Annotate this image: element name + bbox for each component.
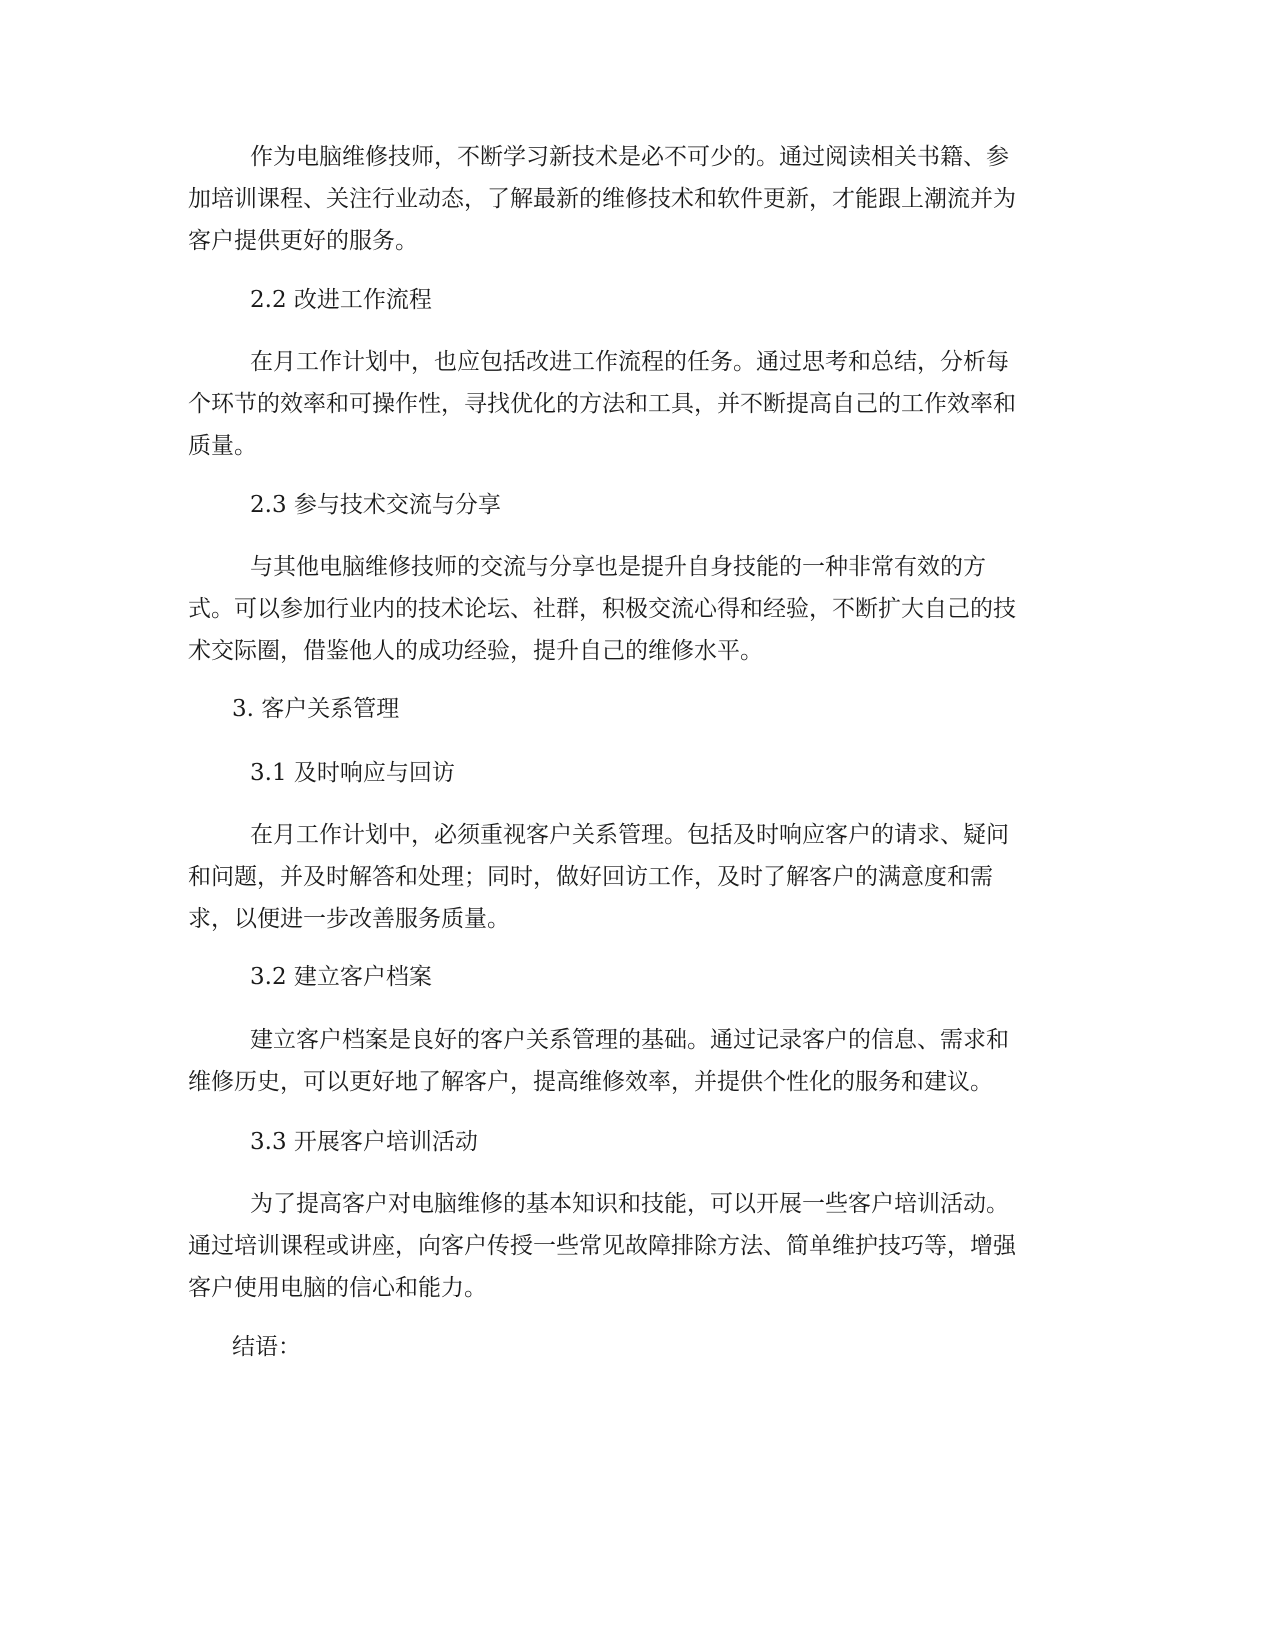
heading-3-3 [188, 1121, 1088, 1163]
paragraph-customer-records [188, 1019, 1088, 1103]
paragraph-line: 质量。 [188, 433, 257, 459]
paragraph-continuous-learning [188, 136, 1088, 262]
paragraph-line: 通过培训课程或讲座，向客户传授一些常见故障排除方法、简单维护技巧等，增强 [188, 1233, 1016, 1259]
heading-2-2 [188, 279, 1088, 321]
paragraph-line: 求，以便进一步改善服务质量。 [188, 906, 510, 932]
paragraph-timely-response [188, 814, 1088, 940]
paragraph-line: 为了提高客户对电脑维修的基本知识和技能，可以开展一些客户培训活动。 [250, 1191, 1009, 1217]
paragraph-line: 客户提供更好的服务。 [188, 228, 418, 254]
paragraph-line: 维修历史，可以更好地了解客户，提高维修效率，并提供个性化的服务和建议。 [188, 1069, 993, 1095]
heading-text: 2.2 改进工作流程 [250, 287, 432, 313]
heading-text: 3.3 开展客户培训活动 [250, 1129, 478, 1155]
paragraph-line: 建立客户档案是良好的客户关系管理的基础。通过记录客户的信息、需求和 [250, 1027, 1009, 1053]
heading-text: 3.2 建立客户档案 [250, 964, 432, 990]
section-heading-text: 结语： [232, 1334, 301, 1360]
heading-text: 3.1 及时响应与回访 [250, 760, 455, 786]
paragraph-tech-exchange [188, 546, 1088, 672]
conclusion-heading [188, 1326, 1088, 1368]
heading-3-1 [188, 752, 1088, 794]
paragraph-line: 式。可以参加行业内的技术论坛、社群，积极交流心得和经验，不断扩大自己的技 [188, 596, 1016, 622]
paragraph-line: 在月工作计划中，也应包括改进工作流程的任务。通过思考和总结，分析每 [250, 349, 1009, 375]
paragraph-line: 加培训课程、关注行业动态，了解最新的维修技术和软件更新，才能跟上潮流并为 [188, 186, 1016, 212]
paragraph-line: 客户使用电脑的信心和能力。 [188, 1275, 487, 1301]
paragraph-line: 和问题，并及时解答和处理；同时，做好回访工作，及时了解客户的满意度和需 [188, 864, 993, 890]
section-heading-text: 3. 客户关系管理 [232, 696, 400, 722]
paragraph-line: 与其他电脑维修技师的交流与分享也是提升自身技能的一种非常有效的方 [250, 554, 986, 580]
paragraph-line: 作为电脑维修技师，不断学习新技术是必不可少的。通过阅读相关书籍、参 [250, 144, 1009, 170]
paragraph-improve-workflow [188, 341, 1088, 467]
heading-text: 2.3 参与技术交流与分享 [250, 492, 501, 518]
paragraph-customer-training [188, 1183, 1088, 1309]
heading-3-2 [188, 956, 1088, 998]
heading-2-3 [188, 484, 1088, 526]
paragraph-line: 个环节的效率和可操作性，寻找优化的方法和工具，并不断提高自己的工作效率和 [188, 391, 1016, 417]
paragraph-line: 术交际圈，借鉴他人的成功经验，提升自己的维修水平。 [188, 638, 763, 664]
section-3-heading [188, 688, 1088, 730]
paragraph-line: 在月工作计划中，必须重视客户关系管理。包括及时响应客户的请求、疑问 [250, 822, 1009, 848]
